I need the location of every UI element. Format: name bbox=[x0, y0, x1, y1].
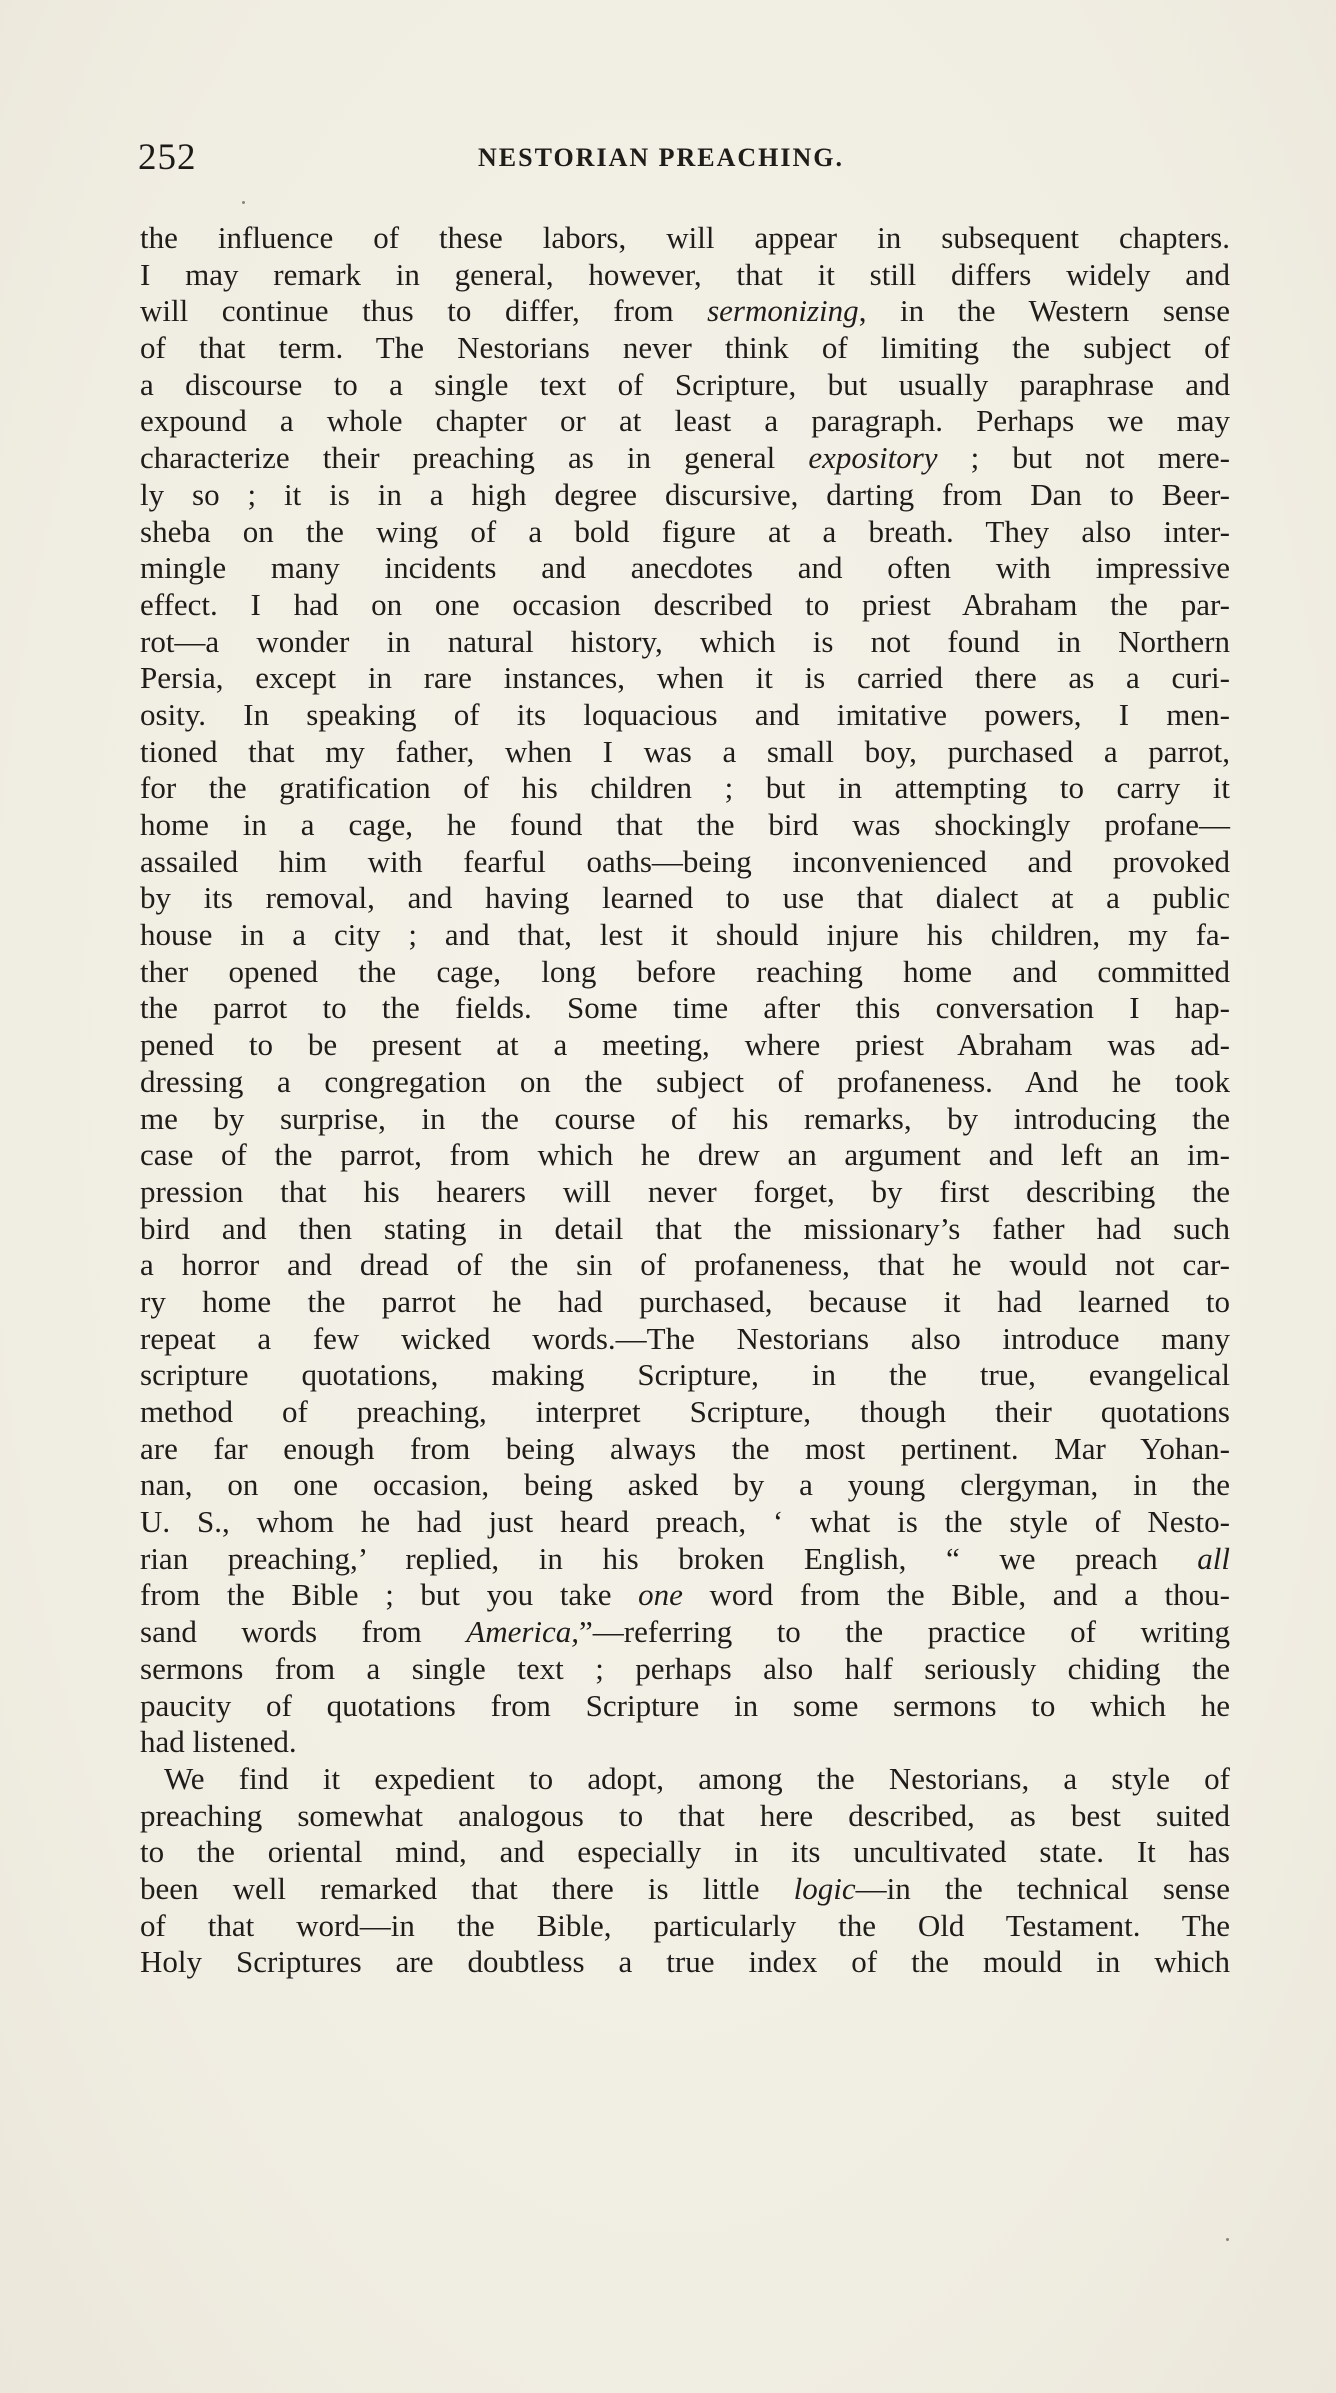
text-line bbox=[140, 1724, 1230, 1761]
text-line bbox=[140, 1357, 1230, 1394]
text-line bbox=[140, 1027, 1230, 1064]
text-segment: from the Bible ; but you take bbox=[140, 1577, 639, 1613]
text-line bbox=[140, 1284, 1230, 1321]
text-line bbox=[140, 660, 1230, 697]
text-segment: pened to be present at a meeting, where priest Abraham was ad- bbox=[140, 1027, 1230, 1063]
text-segment: bird and then stating in detail that the missionary’s father had such bbox=[140, 1210, 1230, 1246]
text-segment: of that term. The Nestorians never think of limiting the subject of bbox=[140, 330, 1230, 366]
text-segment: for the gratification of his children ; but in attempting to carry it bbox=[140, 770, 1230, 806]
text-segment: assailed him with fearful oaths—being inconvenienced and provoked bbox=[140, 843, 1230, 879]
text-segment: had listened. bbox=[140, 1724, 297, 1760]
text-line bbox=[140, 440, 1230, 477]
text-line bbox=[140, 1871, 1230, 1908]
text-line bbox=[140, 770, 1230, 807]
page-header bbox=[138, 136, 1336, 176]
text-segment: by its removal, and having learned to use that dialect at a public bbox=[140, 880, 1230, 916]
text-segment: preaching somewhat analogous to that here described, as best suited bbox=[140, 1797, 1230, 1833]
text-segment: ly so ; it is in a high degree discursive, darting from Dan to Beer- bbox=[140, 476, 1230, 512]
text-line bbox=[140, 1394, 1230, 1431]
text-segment: sermons from a single text ; perhaps also half seriously chiding the bbox=[140, 1650, 1230, 1686]
text-segment: We find it expedient to adopt, among the Nestorians, a style of bbox=[164, 1760, 1230, 1796]
text-line bbox=[140, 1834, 1230, 1871]
text-segment: ”—referring to the practice of writing bbox=[579, 1614, 1230, 1650]
text-segment: effect. I had on one occasion described to priest Abraham the par- bbox=[140, 586, 1230, 622]
italic-text: sermonizing bbox=[707, 293, 859, 329]
text-line bbox=[140, 514, 1230, 551]
text-line bbox=[140, 1467, 1230, 1504]
text-segment: rian preaching,’ replied, in his broken English, “ we preach bbox=[140, 1540, 1198, 1576]
text-segment: I may remark in general, however, that it still differs widely and bbox=[140, 256, 1230, 292]
text-line bbox=[140, 990, 1230, 1027]
text-segment: osity. In speaking of its loquacious and imitative powers, I men- bbox=[140, 696, 1230, 732]
text-line bbox=[140, 1651, 1230, 1688]
text-line bbox=[140, 1614, 1230, 1651]
text-line bbox=[140, 367, 1230, 404]
text-line bbox=[140, 1431, 1230, 1468]
text-segment: case of the parrot, from which he drew an argument and left an im- bbox=[140, 1137, 1230, 1173]
text-line bbox=[140, 1101, 1230, 1138]
text-segment: the influence of these labors, will appear in subsequent chapters. bbox=[140, 220, 1230, 255]
text-segment: house in a city ; and that, lest it should injure his children, my fa- bbox=[140, 917, 1230, 953]
text-line bbox=[140, 734, 1230, 771]
text-line bbox=[140, 1064, 1230, 1101]
italic-text: logic bbox=[793, 1870, 856, 1906]
italic-text: one bbox=[638, 1577, 683, 1613]
text-segment: mingle many incidents and anecdotes and often with impressive bbox=[140, 550, 1230, 586]
text-segment: Holy Scriptures are doubtless a true index of the mould in which bbox=[140, 1944, 1230, 1980]
text-segment: home in a cage, he found that the bird was shockingly profane— bbox=[140, 807, 1230, 842]
text-segment: scripture quotations, making Scripture, in the true, evangelical bbox=[140, 1357, 1230, 1393]
text-line bbox=[140, 587, 1230, 624]
text-segment: me by surprise, in the course of his remarks, by introducing the bbox=[140, 1100, 1230, 1136]
text-segment: Persia, except in rare instances, when it is carried there as a curi- bbox=[140, 660, 1230, 696]
text-segment: method of preaching, interpret Scripture, though their quotations bbox=[140, 1394, 1230, 1429]
text-line bbox=[140, 1211, 1230, 1248]
running-title: NESTORIAN PREACHING. bbox=[478, 143, 845, 172]
text-segment: ry home the parrot he had purchased, because it had learned to bbox=[140, 1283, 1230, 1319]
text-line bbox=[140, 1504, 1230, 1541]
text-segment: of that word—in the Bible, particularly the Old Testament. The bbox=[140, 1907, 1230, 1943]
text-segment: sheba on the wing of a bold figure at a breath. They also inter- bbox=[140, 513, 1230, 549]
text-line bbox=[140, 1174, 1230, 1211]
text-line bbox=[140, 1137, 1230, 1174]
text-line bbox=[140, 1908, 1230, 1945]
text-line bbox=[140, 257, 1230, 294]
text-segment: are far enough from being always the most pertinent. Mar Yohan- bbox=[140, 1430, 1230, 1466]
text-line bbox=[140, 403, 1230, 440]
paper-speck bbox=[242, 201, 245, 204]
text-line bbox=[140, 477, 1230, 514]
text-line bbox=[140, 1321, 1230, 1358]
text-line bbox=[140, 917, 1230, 954]
text-segment: been well remarked that there is little bbox=[140, 1870, 794, 1906]
text-line bbox=[140, 1688, 1230, 1725]
text-segment: to the oriental mind, and especially in its uncultivated state. It has bbox=[140, 1834, 1230, 1870]
text-segment: characterize their preaching as in general bbox=[140, 440, 809, 476]
text-segment: dressing a congregation on the subject of profaneness. And he took bbox=[140, 1063, 1230, 1099]
text-segment: word from the Bible, and a thou- bbox=[682, 1577, 1230, 1613]
text-line bbox=[140, 954, 1230, 991]
text-line bbox=[140, 220, 1230, 257]
text-segment: will continue thus to differ, from bbox=[140, 293, 708, 329]
italic-text: America, bbox=[466, 1614, 580, 1650]
text-segment: paucity of quotations from Scripture in some sermons to which he bbox=[140, 1687, 1230, 1723]
text-segment: sand words from bbox=[140, 1614, 467, 1650]
text-segment: ther opened the cage, long before reaching home and committed bbox=[140, 953, 1230, 989]
text-segment: U. S., whom he had just heard preach, ‘ what is the style of Nesto- bbox=[140, 1504, 1230, 1540]
text-line bbox=[140, 293, 1230, 330]
text-line bbox=[140, 880, 1230, 917]
text-line bbox=[140, 807, 1230, 844]
text-segment: nan, on one occasion, being asked by a young clergyman, in the bbox=[140, 1467, 1230, 1503]
text-line bbox=[140, 1541, 1230, 1578]
text-line bbox=[140, 550, 1230, 587]
text-segment: a discourse to a single text of Scripture, but usually paraphrase and bbox=[140, 366, 1230, 402]
text-line bbox=[140, 1247, 1230, 1284]
text-segment: a horror and dread of the sin of profaneness, that he would not car- bbox=[140, 1247, 1230, 1283]
italic-text: all bbox=[1197, 1540, 1230, 1576]
text-segment: pression that his hearers will never forget, by first describing the bbox=[140, 1173, 1230, 1209]
text-segment: rot—a wonder in natural history, which is not found in Northern bbox=[140, 623, 1230, 659]
text-line bbox=[140, 624, 1230, 661]
text-line bbox=[140, 844, 1230, 881]
text-line bbox=[140, 697, 1230, 734]
text-line bbox=[140, 1577, 1230, 1614]
text-line bbox=[140, 330, 1230, 367]
text-segment: the parrot to the fields. Some time after this conversation I hap- bbox=[140, 990, 1230, 1026]
page-number: 252 bbox=[138, 137, 197, 178]
text-segment: ; but not mere- bbox=[937, 440, 1230, 476]
text-line bbox=[140, 1798, 1230, 1835]
text-segment: expound a whole chapter or at least a paragraph. Perhaps we may bbox=[140, 403, 1230, 439]
text-segment: , in the Western sense bbox=[858, 293, 1230, 329]
text-segment: repeat a few wicked words.—The Nestorians also introduce many bbox=[140, 1320, 1230, 1356]
body-text bbox=[140, 220, 1230, 1981]
italic-text: expository bbox=[808, 440, 938, 476]
text-segment: —in the technical sense bbox=[855, 1870, 1230, 1906]
text-segment: tioned that my father, when I was a small boy, purchased a parrot, bbox=[140, 733, 1230, 769]
text-line bbox=[140, 1944, 1230, 1981]
text-line bbox=[140, 1761, 1230, 1798]
paper-speck bbox=[1226, 2238, 1229, 2241]
